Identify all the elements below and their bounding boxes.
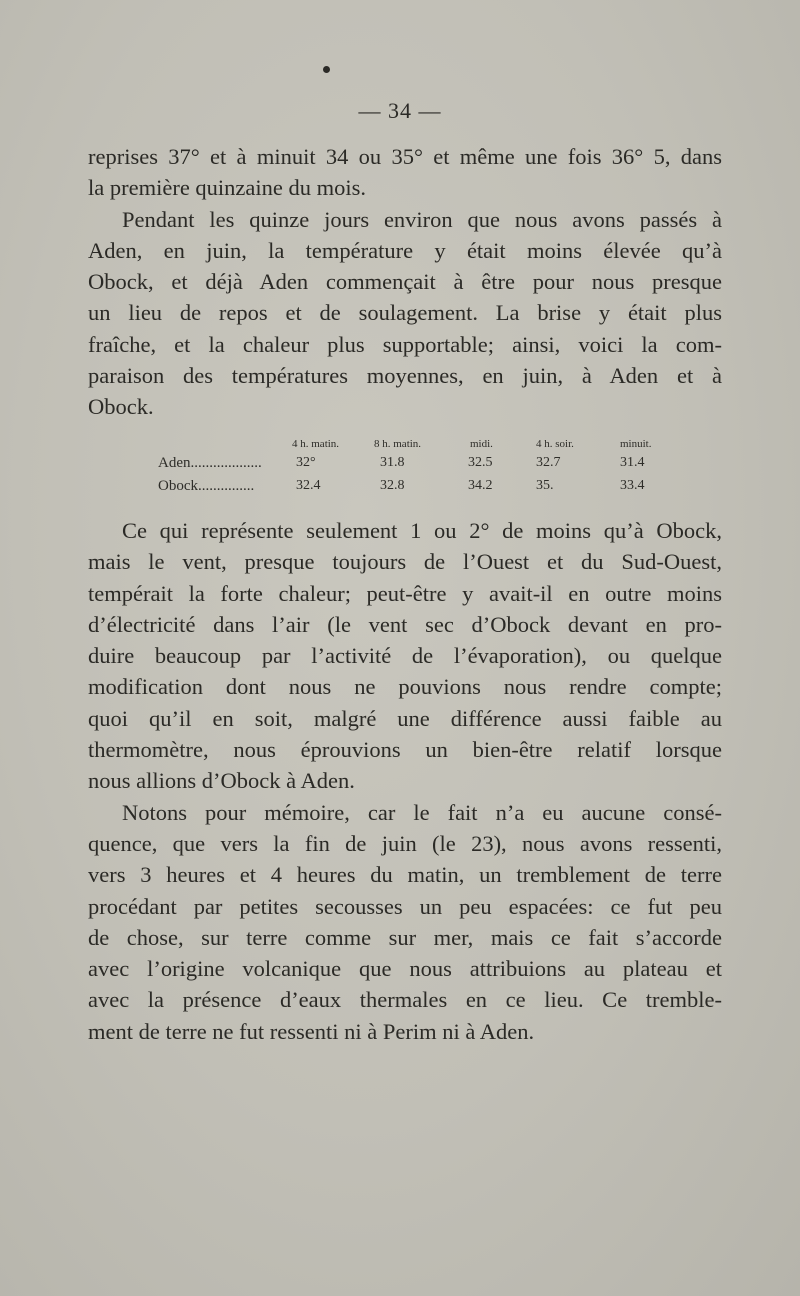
text-line: la première quinzaine du mois. [88, 175, 367, 201]
table-header-cell: midi. [470, 438, 493, 450]
table-header-cell: 4 h. matin. [292, 438, 340, 450]
text-line: reprises 37° et à minuit 34 ou 35° et même une fois 36° 5, dans [88, 144, 722, 169]
text-line: ment de terre ne fut ressenti ni à Perim ni à Aden. [88, 1018, 535, 1044]
text-line: Notons pour mémoire, car le fait n’a eu aucune consé- [122, 799, 722, 825]
table-cell: 31.4 [620, 455, 645, 470]
table-row [158, 455, 678, 478]
table-header-cell: 4 h. soir. [536, 438, 574, 450]
text-line: d’électricité dans l’air (le vent sec d’Obock devant en pro- [88, 611, 722, 637]
text-line: avec la présence d’eaux thermales en ce lieu. Ce tremble- [88, 987, 722, 1013]
text-line: modification dont nous ne pouvions nous rendre compte; [88, 674, 722, 700]
text-line: un lieu de repos et de soulagement. La brise y était plus [88, 300, 722, 326]
table-cell: 34.2 [468, 478, 493, 493]
page-number: — 34 — [358, 98, 442, 123]
table-cell: 33.4 [620, 478, 645, 493]
text-line: quence, que vers la fin de juin (le 23), nous avons ressenti, [88, 830, 722, 856]
text-line: nous allions d’Obock à Aden. [88, 768, 355, 794]
table-cell: 32.4 [296, 478, 321, 493]
text-line: avec l’origine volcanique que nous attribuions au plateau et [88, 956, 722, 982]
table-cell: 32° [296, 455, 316, 470]
paragraph-1 [88, 141, 722, 423]
paragraph-2 [88, 515, 722, 1047]
text-line: procédant par petites secousses un peu espacées: ce fut peu [88, 893, 722, 919]
text-line: fraîche, et la chaleur plus supportable; ainsi, voici la com- [88, 331, 722, 357]
text-line: Obock, et déjà Aden commençait à être pour nous presque [88, 269, 722, 295]
text-line: Aden, en juin, la température y était moins élevée qu’à [88, 237, 722, 263]
text-line: Obock. [88, 394, 154, 420]
table-cell: 35. [536, 478, 554, 493]
table-cell: 32.8 [380, 478, 405, 493]
text-line: thermomètre, nous éprouvions un bien-être relatif lorsque [88, 737, 722, 763]
text-line: paraison des températures moyennes, en juin, à Aden et à [88, 363, 722, 389]
text-line: vers 3 heures et 4 heures du matin, un tremblement de terre [88, 862, 722, 888]
text-line: Ce qui représente seulement 1 ou 2° de moins qu’à Obock, [122, 518, 722, 543]
text-line: tempérait la forte chaleur; peut-être y avait-il en outre moins [88, 580, 722, 606]
table-cell: 31.8 [380, 455, 405, 470]
table-cell: 32.5 [468, 455, 493, 470]
table-cell: 32.7 [536, 455, 561, 470]
ink-dot [323, 66, 330, 73]
table-header-cell: 8 h. matin. [374, 438, 422, 450]
table-row [158, 478, 678, 501]
temperature-table [158, 432, 678, 501]
table-header-row [158, 432, 678, 455]
text-line: quoi qu’il en soit, malgré une différence aussi faible au [88, 705, 722, 731]
row-label: Obock............... [158, 478, 255, 494]
text-line: mais le vent, presque toujours de l’Ouest et du Sud-Ouest, [88, 549, 722, 575]
text-line: Pendant les quinze jours environ que nous avons passés à [122, 206, 722, 232]
text-line: de chose, sur terre comme sur mer, mais ce fait s’accorde [88, 924, 722, 950]
table-header-cell: minuit. [620, 438, 652, 450]
text-line: duire beaucoup par l’activité de l’évaporation), ou quelque [88, 643, 722, 669]
row-label: Aden................... [158, 455, 262, 471]
